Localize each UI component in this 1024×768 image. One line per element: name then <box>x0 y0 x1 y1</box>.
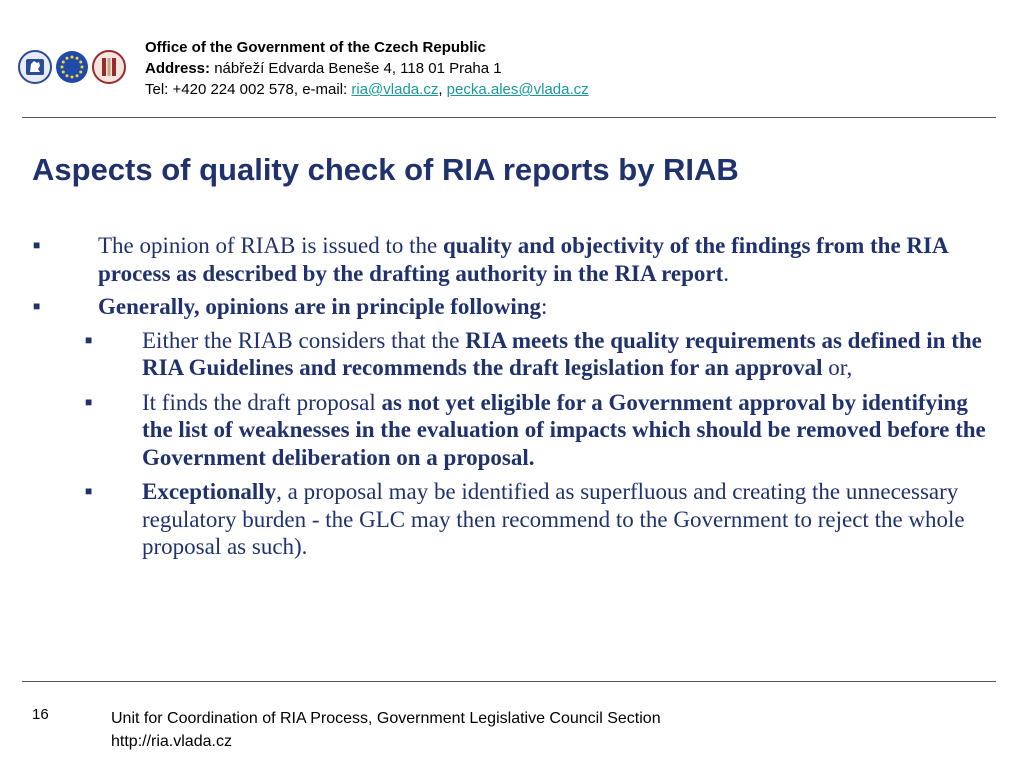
footer-unit: Unit for Coordination of RIA Process, Government Legislative Council Section <box>111 710 661 727</box>
header-divider <box>22 117 996 118</box>
email-link-pecka[interactable]: pecka.ales@vlada.cz <box>446 81 589 98</box>
square-bullet-icon: ■ <box>85 484 93 498</box>
email-link-ria[interactable]: ria@vlada.cz <box>351 81 439 98</box>
square-bullet-icon: ■ <box>85 332 93 347</box>
address-label: Address: <box>145 60 211 77</box>
eu-stars-icon <box>55 50 89 84</box>
square-bullet-icon: ■ <box>33 238 41 252</box>
email-separator: , <box>438 81 447 98</box>
sub-bullet-item: ■ Either the RIAB considers that the RIA meets the quality requirements as defined in the RIA Guidelines and recommends the draft legislation for an approval or, <box>85 327 982 380</box>
address-value: nábřeží Edvarda Beneše 4, 118 01 Praha 1 <box>210 60 502 77</box>
bullet-item: ■ The opinion of RIAB is issued to the quality and objectivity of the findings from the RIA process as described by the drafting authority in the RIA report. <box>33 233 948 286</box>
sub-bullet-item: ■ Exceptionally, a proposal may be identified as superfluous and creating the unnecessary regulatory burden - the GLC may then recommend to the Government to reject the whole proposal as such). <box>85 479 965 559</box>
columns-emblem-icon <box>92 50 126 84</box>
bullet-item: ■ Generally, opinions are in principle following: <box>33 294 548 319</box>
footer-text <box>111 707 661 753</box>
tel-text: Tel: +420 224 002 578, e-mail: <box>145 81 352 98</box>
contact-line <box>145 79 589 100</box>
sub-bullet-item: ■ It finds the draft proposal as not yet eligible for a Government approval by identifying the list of weaknesses in the evaluation of impacts which should be removed before the Government deliberation on a proposal. <box>85 389 986 470</box>
slide-number: 16 <box>32 706 49 723</box>
czech-lion-emblem-icon <box>18 50 52 84</box>
office-header <box>145 37 589 100</box>
slide-content <box>30 232 990 568</box>
address-line <box>145 58 589 79</box>
slide-title: Aspects of quality check of RIA reports by RIAB <box>32 152 739 187</box>
footer-url: http://ria.vlada.cz <box>111 733 232 750</box>
square-bullet-icon: ■ <box>33 299 41 313</box>
square-bullet-icon: ■ <box>85 394 93 409</box>
organization-name: Office of the Government of the Czech Republic <box>145 39 486 56</box>
header-logos <box>18 50 126 86</box>
footer-divider <box>22 681 996 682</box>
